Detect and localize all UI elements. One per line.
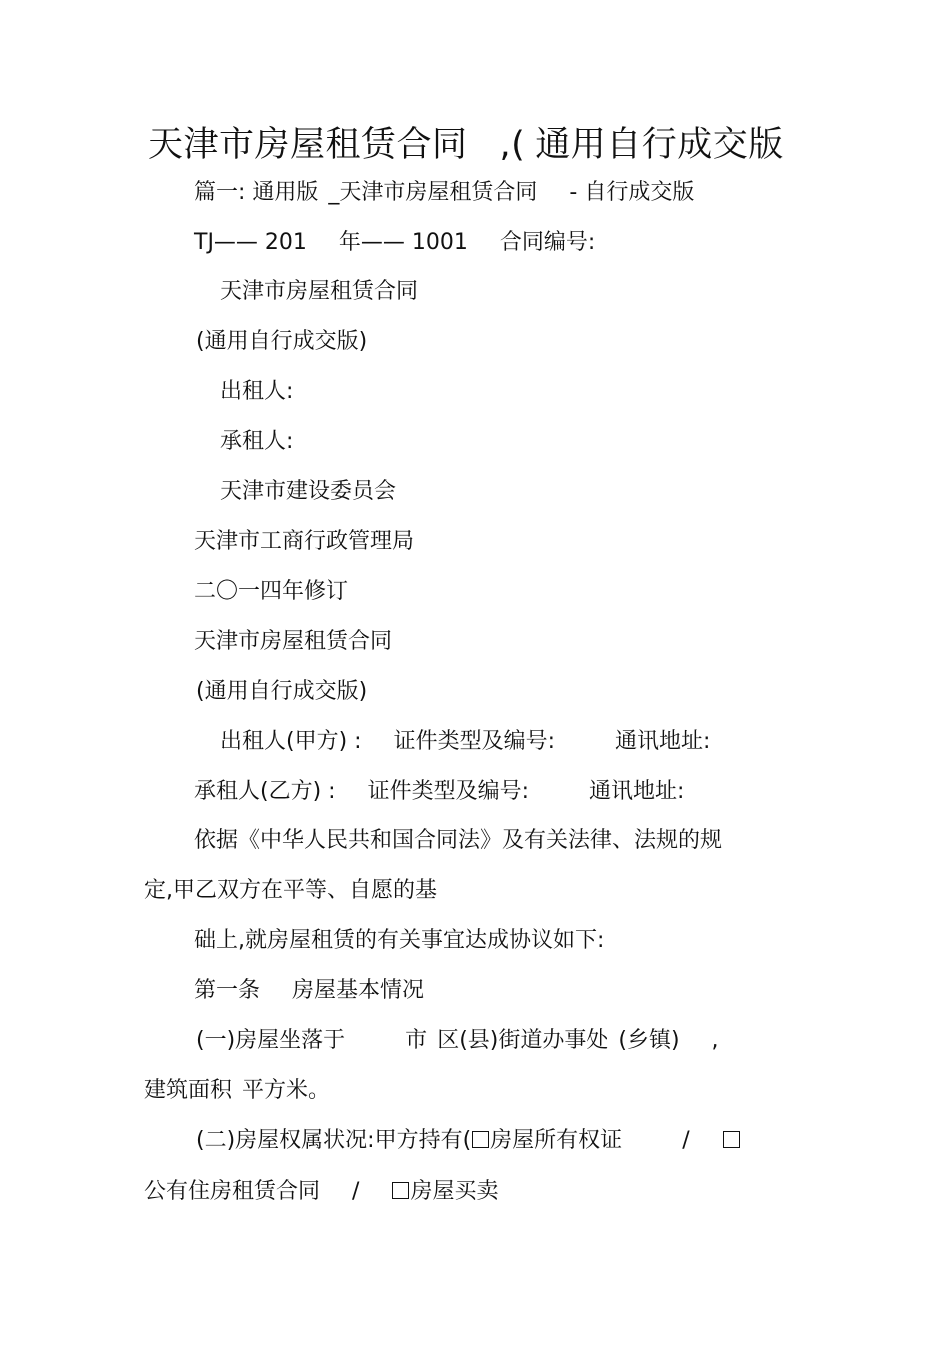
title-edition: 通用自行成交版 — [535, 125, 784, 165]
item-1-line-1 — [196, 1026, 719, 1056]
subtitle-part-2: _天津市房屋租赁合同 — [328, 180, 538, 205]
preamble-line-1: 依据《中华人民共和国合同法》及有关法律、法规的规 — [194, 828, 723, 853]
party-a-label: 出租人(甲方) : — [220, 729, 362, 754]
item-1-district-label: 区(县)街道办事处 — [437, 1028, 609, 1053]
cover-lessee-label: 承租人: — [220, 429, 294, 454]
document-title — [148, 122, 784, 168]
party-b-id-label: 证件类型及编号: — [367, 779, 529, 804]
party-b-line — [194, 777, 684, 807]
item-2-line-1 — [196, 1126, 741, 1156]
subtitle-part-3: - 自行成交版 — [569, 180, 695, 205]
preamble-line-2: 定,甲乙双方在平等、自愿的基 — [144, 878, 437, 903]
cover-title: 天津市房屋租赁合同 — [220, 279, 419, 304]
house-sale-label: 房屋买卖 — [410, 1179, 499, 1204]
preamble-line-3: 础上,就房屋租赁的有关事宜达成协议如下: — [194, 928, 605, 953]
code-part-2: 年—— 1001 — [338, 230, 468, 255]
party-a-address-label: 通讯地址: — [615, 729, 711, 754]
house-sale-checkbox[interactable] — [392, 1182, 409, 1199]
party-a-line — [220, 727, 710, 757]
title-separator: ,( — [499, 125, 526, 165]
article-1-title: 房屋基本情况 — [292, 978, 425, 1003]
property-certificate-checkbox[interactable] — [472, 1131, 489, 1148]
item-1-area-label: 建筑面积 — [144, 1078, 233, 1103]
item-1-city-label: 市 — [405, 1028, 428, 1053]
body-title: 天津市房屋租赁合同 — [194, 629, 393, 654]
party-b-address-label: 通讯地址: — [589, 779, 685, 804]
item-1-line-2 — [144, 1076, 330, 1106]
title-main: 天津市房屋租赁合同 — [148, 125, 468, 165]
property-certificate-label: 房屋所有权证 — [490, 1128, 623, 1153]
item-2-slash: / — [682, 1128, 690, 1153]
item-2-line-2-slash: / — [352, 1179, 360, 1204]
item-1-location-label: (一)房屋坐落于 — [196, 1028, 346, 1053]
item-2-ownership-label: (二)房屋权属状况:甲方持有( — [196, 1128, 472, 1153]
item-1-comma: , — [711, 1028, 719, 1053]
revision-year: 二〇一四年修订 — [194, 579, 349, 604]
cover-lessor-label: 出租人: — [220, 379, 294, 404]
subtitle-line — [194, 178, 694, 208]
party-b-label: 承租人(乙方) : — [194, 779, 336, 804]
issuer-industry-commerce-bureau: 天津市工商行政管理局 — [194, 529, 415, 554]
cover-edition: (通用自行成交版) — [196, 329, 368, 354]
body-edition: (通用自行成交版) — [196, 679, 368, 704]
code-part-1: TJ—— 201 — [194, 230, 307, 255]
subtitle-part-1: 篇一: 通用版 — [194, 180, 319, 205]
item-1-town-label: (乡镇) — [618, 1028, 680, 1053]
contract-number-label: 合同编号: — [499, 230, 596, 255]
contract-code-line — [194, 228, 595, 258]
article-1-heading — [194, 976, 424, 1006]
public-housing-label: 公有住房租赁合同 — [144, 1179, 321, 1204]
issuer-construction-committee: 天津市建设委员会 — [220, 479, 397, 504]
item-1-area-unit: 平方米。 — [242, 1078, 331, 1103]
party-a-id-label: 证件类型及编号: — [393, 729, 555, 754]
public-housing-checkbox[interactable] — [723, 1131, 740, 1148]
article-1-number: 第一条 — [194, 978, 261, 1003]
item-2-line-2 — [144, 1177, 498, 1207]
